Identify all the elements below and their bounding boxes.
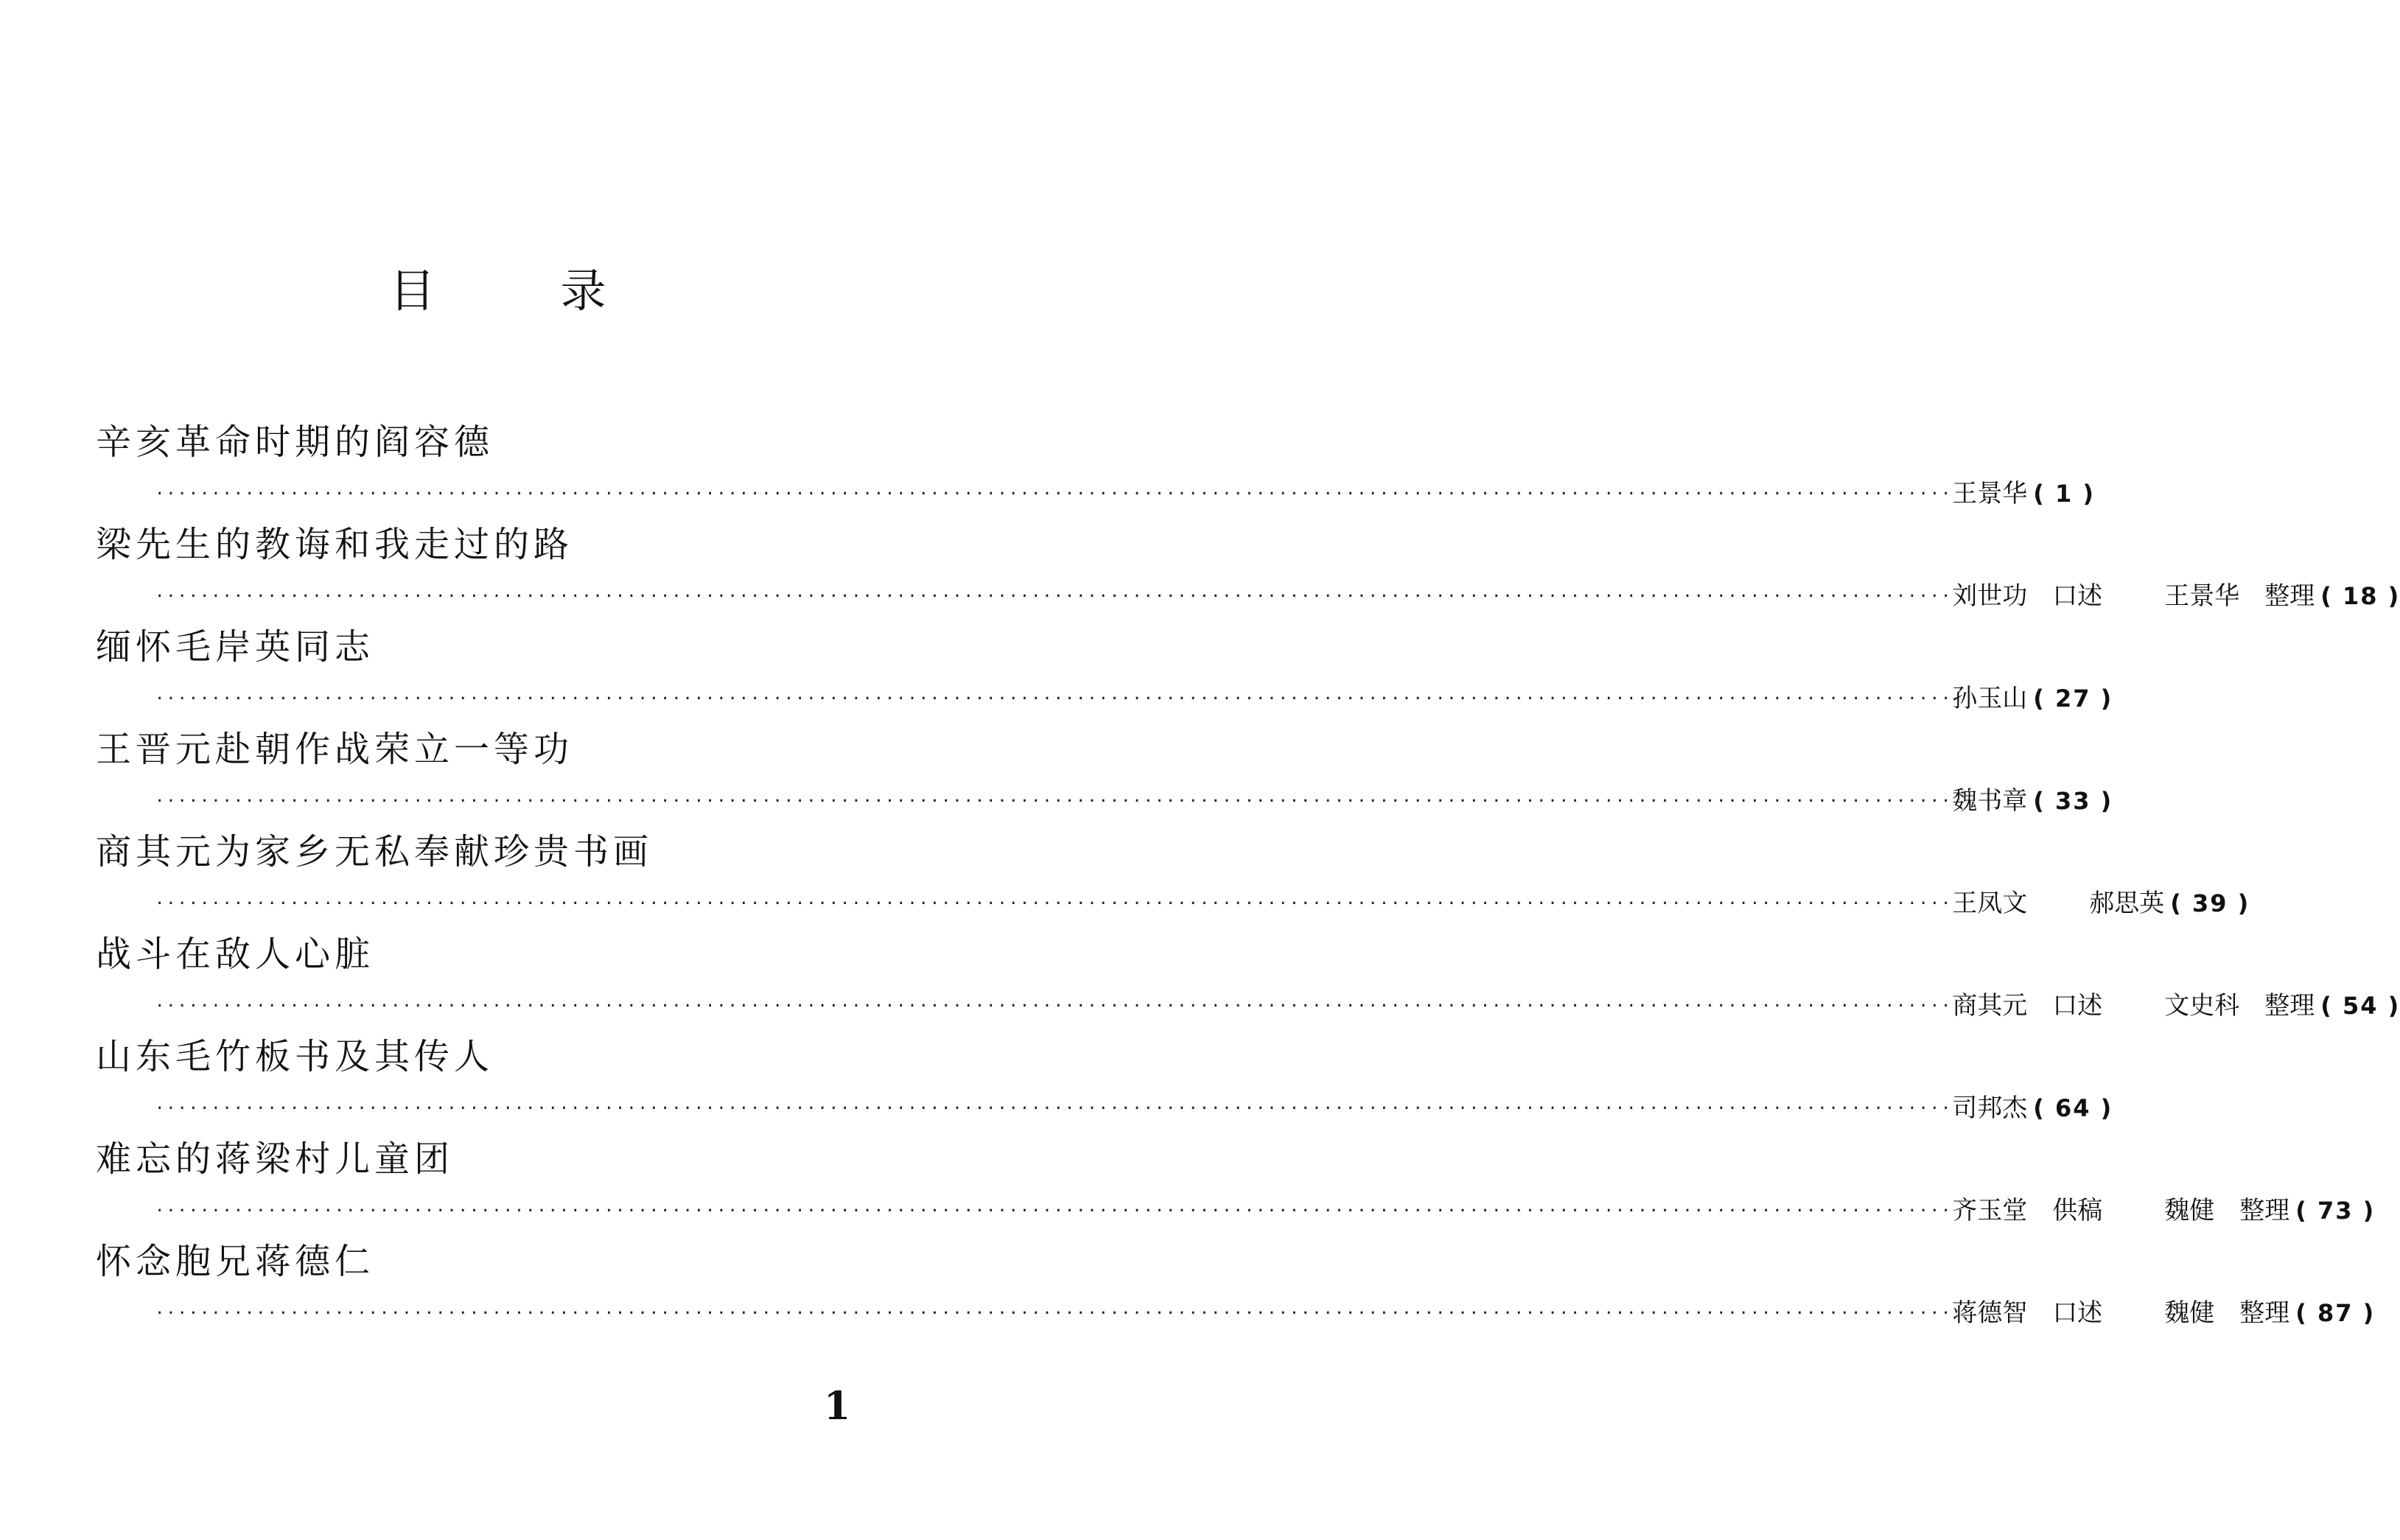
dot-leader: ································································································································································: [155, 690, 1953, 708]
toc-entry-title: 商其元为家乡无私奉献珍贵书画: [96, 831, 654, 872]
credit-name: 口述: [2052, 991, 2103, 1021]
credit-name: 整理: [2239, 1298, 2290, 1328]
toc-entry-credit: [1952, 1297, 2375, 1329]
credit-name: 郝思英: [2089, 889, 2165, 918]
credit-name: 魏书章: [1952, 786, 2028, 816]
toc-entry-credit: [1952, 887, 2250, 920]
page-number: 1: [824, 1384, 851, 1429]
toc-entry: [96, 1135, 2376, 1238]
credit-name: 整理: [2239, 1196, 2290, 1225]
toc-entry-leader-line: [155, 987, 2400, 1022]
credit-name: 口述: [2052, 581, 2103, 611]
dot-leader: ································································································································································: [155, 1202, 1953, 1220]
dot-leader: ································································································································································: [155, 587, 1953, 606]
page-title-char-1: 目: [389, 264, 435, 318]
credit-name: 齐玉堂: [1952, 1196, 2028, 1225]
toc-entry-page-number: ( 27 ): [2033, 685, 2113, 713]
credit-name: 魏健: [2164, 1196, 2215, 1225]
toc-entry-title: 怀念胞兄蒋德仁: [96, 1241, 375, 1282]
toc-entry-credit: [1952, 990, 2400, 1022]
credit-name: 整理: [2264, 581, 2315, 611]
toc-entry-leader-line: [155, 884, 2250, 920]
toc-entry-leader-line: [155, 475, 2096, 510]
toc-entry: [96, 931, 2400, 1033]
dot-leader: ································································································································································: [155, 895, 1953, 913]
toc-entry-leader-line: [155, 577, 2400, 612]
toc-entry-credit: [1952, 477, 2095, 510]
toc-entry-title: 战斗在敌人心脏: [96, 934, 375, 975]
page-title: [0, 262, 996, 321]
toc-entry-credit: [1952, 785, 2113, 817]
toc-entry-credit: [1952, 580, 2400, 612]
credit-name: 司邦杰: [1952, 1093, 2028, 1123]
credit-name: 蒋德智: [1952, 1298, 2028, 1328]
toc-entry-title: 王晋元赴朝作战荣立一等功: [96, 729, 574, 770]
toc-entry-credit: [1952, 1092, 2113, 1124]
toc-entry-leader-line: [155, 1191, 2376, 1227]
toc-entry-page-number: ( 73 ): [2295, 1197, 2376, 1225]
toc-entry-page-number: ( 54 ): [2320, 992, 2400, 1020]
credit-name: 孙玉山: [1952, 684, 2028, 713]
toc-entry-page-number: ( 39 ): [2170, 889, 2250, 917]
dot-leader: ································································································································································: [155, 997, 1953, 1015]
toc-entry-page-number: ( 1 ): [2033, 480, 2096, 508]
table-of-contents: [96, 419, 2400, 1340]
toc-entry-credit: [1952, 682, 2113, 715]
credit-name: 口述: [2052, 1298, 2103, 1328]
dot-leader: ································································································································································: [155, 792, 1953, 811]
toc-entry: [96, 623, 2113, 726]
credit-name: 商其元: [1952, 991, 2028, 1021]
credit-name: 文史科: [2164, 991, 2240, 1021]
dot-leader: ································································································································································: [155, 1304, 1953, 1323]
toc-entry-title: 缅怀毛岸英同志: [96, 626, 375, 668]
toc-entry-leader-line: [155, 679, 2113, 715]
dot-leader: ································································································································································: [155, 485, 1953, 503]
toc-entry-leader-line: [155, 782, 2113, 817]
toc-entry: [96, 419, 2096, 521]
toc-entry-leader-line: [155, 1294, 2376, 1329]
dot-leader: ································································································································································: [155, 1099, 1953, 1118]
toc-entry: [96, 1033, 2113, 1135]
toc-entry-title: 梁先生的教诲和我走过的路: [96, 524, 574, 565]
toc-entry-page-number: ( 87 ): [2295, 1299, 2376, 1327]
page-title-char-2: 录: [560, 264, 606, 318]
toc-entry-title: 山东毛竹板书及其传人: [96, 1036, 494, 1077]
toc-entry-leader-line: [155, 1089, 2113, 1124]
toc-entry-title: 辛亥革命时期的阎容德: [96, 421, 494, 463]
toc-entry-page-number: ( 18 ): [2320, 582, 2400, 610]
credit-name: 王景华: [2164, 581, 2240, 611]
toc-entry-credit: [1952, 1194, 2375, 1227]
toc-entry: [96, 1238, 2376, 1340]
toc-entry-page-number: ( 64 ): [2033, 1094, 2113, 1122]
credit-name: 魏健: [2164, 1298, 2215, 1328]
credit-name: 供稿: [2052, 1196, 2103, 1225]
credit-name: 王景华: [1952, 479, 2028, 508]
toc-entry-title: 难忘的蒋梁村儿童团: [96, 1138, 455, 1180]
toc-entry: [96, 521, 2400, 623]
credit-name: 王凤文: [1952, 889, 2028, 918]
credit-name: 整理: [2264, 991, 2315, 1021]
toc-entry-page-number: ( 33 ): [2033, 787, 2113, 815]
toc-entry: [96, 828, 2250, 931]
toc-entry: [96, 726, 2113, 828]
credit-name: 刘世功: [1952, 581, 2028, 611]
